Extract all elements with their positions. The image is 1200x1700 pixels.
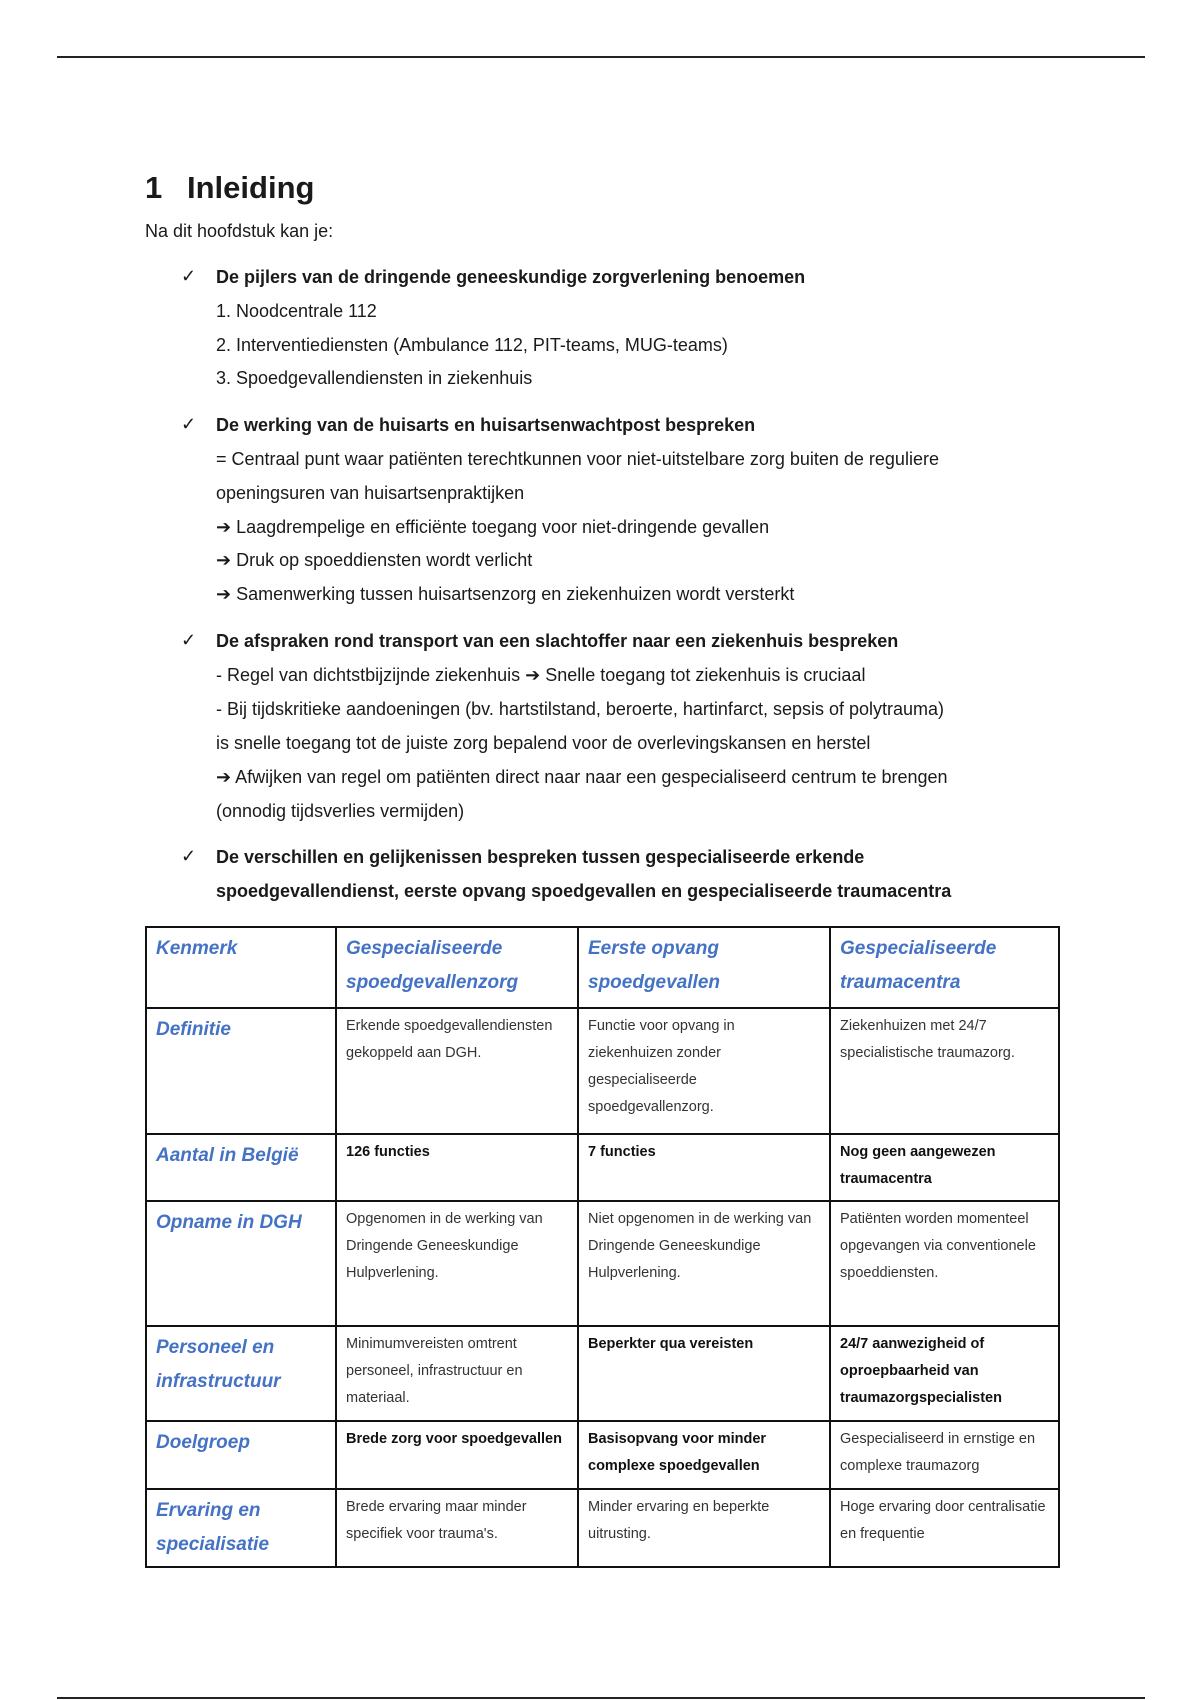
row-label: Opname in DGH (146, 1201, 336, 1326)
header-cell: Kenmerk (146, 927, 336, 1008)
heading-number: 1 (145, 170, 163, 205)
objective-line: ➔ Laagdrempelige en efficiënte toegang voor niet-dringende gevallen (216, 517, 770, 537)
comparison-table (145, 926, 1060, 1568)
objective-line: - Regel van dichtstbijzijnde ziekenhuis ➔ Snelle toegang tot ziekenhuis is cruciaal (216, 665, 866, 685)
header-cell: Gespecialiseerde traumacentra (830, 927, 1059, 1008)
objective-line: 3. Spoedgevallendiensten in ziekenhuis (216, 368, 533, 388)
table-cell: Beperkter qua vereisten (578, 1326, 830, 1421)
table-cell: Brede zorg voor spoedgevallen (336, 1421, 578, 1489)
header-cell: Eerste opvang spoedgevallen (578, 927, 830, 1008)
table-row (146, 1201, 1059, 1326)
table-cell: Minimumvereisten omtrent personeel, infrastructuur en materiaal. (336, 1326, 578, 1421)
objective-line: is snelle toegang tot de juiste zorg bepalend voor de overlevingskansen en herstel (216, 733, 871, 753)
table-cell: Brede ervaring maar minder specifiek voor trauma's. (336, 1489, 578, 1567)
check-icon: ✓ (181, 414, 197, 434)
table-row (146, 1489, 1059, 1567)
table-cell: Gespecialiseerd in ernstige en complexe traumazorg (830, 1421, 1059, 1489)
table-cell: Hoge ervaring door centralisatie en frequentie (830, 1489, 1059, 1567)
table-cell: Functie voor opvang in ziekenhuizen zonder gespecialiseerde spoedgevallenzorg. (578, 1008, 830, 1134)
check-icon: ✓ (181, 266, 197, 286)
row-label: Ervaring en specialisatie (146, 1489, 336, 1567)
row-label: Aantal in België (146, 1134, 336, 1201)
table-cell: Erkende spoedgevallendiensten gekoppeld aan DGH. (336, 1008, 578, 1134)
table-row (146, 1008, 1059, 1134)
objective-line: 1. Noodcentrale 112 (216, 301, 377, 321)
check-icon: ✓ (181, 846, 197, 866)
objective-line: 2. Interventiediensten (Ambulance 112, PIT-teams, MUG-teams) (216, 335, 728, 355)
table-row (146, 1326, 1059, 1421)
table-cell: Nog geen aangewezen traumacentra (830, 1134, 1059, 1201)
table-cell: Niet opgenomen in de werking van Dringende Geneeskundige Hulpverlening. (578, 1201, 830, 1326)
table-header-row (146, 927, 1059, 1008)
objective-title: De afspraken rond transport van een slachtoffer naar een ziekenhuis bespreken (216, 631, 899, 651)
row-label: Doelgroep (146, 1421, 336, 1489)
heading-title: Inleiding (187, 170, 315, 205)
header-cell: Gespecialiseerde spoedgevallenzorg (336, 927, 578, 1008)
objective-line: - Bij tijdskritieke aandoeningen (bv. hartstilstand, beroerte, hartinfarct, sepsis of polytrauma) (216, 699, 945, 719)
table-cell: Minder ervaring en beperkte uitrusting. (578, 1489, 830, 1567)
objective-title: De pijlers van de dringende geneeskundige zorgverlening benoemen (216, 267, 806, 287)
table-cell: Opgenomen in de werking van Dringende Geneeskundige Hulpverlening. (336, 1201, 578, 1326)
table-row (146, 1134, 1059, 1201)
objective-title: De werking van de huisarts en huisartsenwachtpost bespreken (216, 415, 756, 435)
table-cell: 24/7 aanwezigheid of oproepbaarheid van traumazorgspecialisten (830, 1326, 1059, 1421)
table-cell: 126 functies (336, 1134, 578, 1201)
table-cell: Ziekenhuizen met 24/7 specialistische traumazorg. (830, 1008, 1059, 1134)
objective-title-cont: spoedgevallendienst, eerste opvang spoedgevallen en gespecialiseerde traumacentra (216, 881, 952, 901)
table-cell: Patiënten worden momenteel opgevangen via conventionele spoeddiensten. (830, 1201, 1059, 1326)
check-icon: ✓ (181, 630, 197, 650)
table-row (146, 1421, 1059, 1489)
objective-line: ➔ Afwijken van regel om patiënten direct naar naar een gespecialiseerd centrum te brengen (216, 767, 948, 787)
row-label: Definitie (146, 1008, 336, 1134)
table-cell: 7 functies (578, 1134, 830, 1201)
objective-title: De verschillen en gelijkenissen bespreken tussen gespecialiseerde erkende (216, 847, 865, 867)
footer-rule (57, 1697, 1145, 1699)
objective-line: = Centraal punt waar patiënten terechtkunnen voor niet-uitstelbare zorg buiten de reguliere (216, 449, 939, 469)
objective-line: ➔ Samenwerking tussen huisartsenzorg en ziekenhuizen wordt versterkt (216, 584, 795, 604)
table-cell: Basisopvang voor minder complexe spoedgevallen (578, 1421, 830, 1489)
intro-text: Na dit hoofdstuk kan je: (145, 221, 334, 241)
row-label: Personeel en infrastructuur (146, 1326, 336, 1421)
objective-line: (onnodig tijdsverlies vermijden) (216, 801, 465, 821)
header-rule (57, 56, 1145, 58)
objective-line: openingsuren van huisartsenpraktijken (216, 483, 525, 503)
chapter-heading (145, 170, 314, 206)
objective-line: ➔ Druk op spoeddiensten wordt verlicht (216, 550, 533, 570)
